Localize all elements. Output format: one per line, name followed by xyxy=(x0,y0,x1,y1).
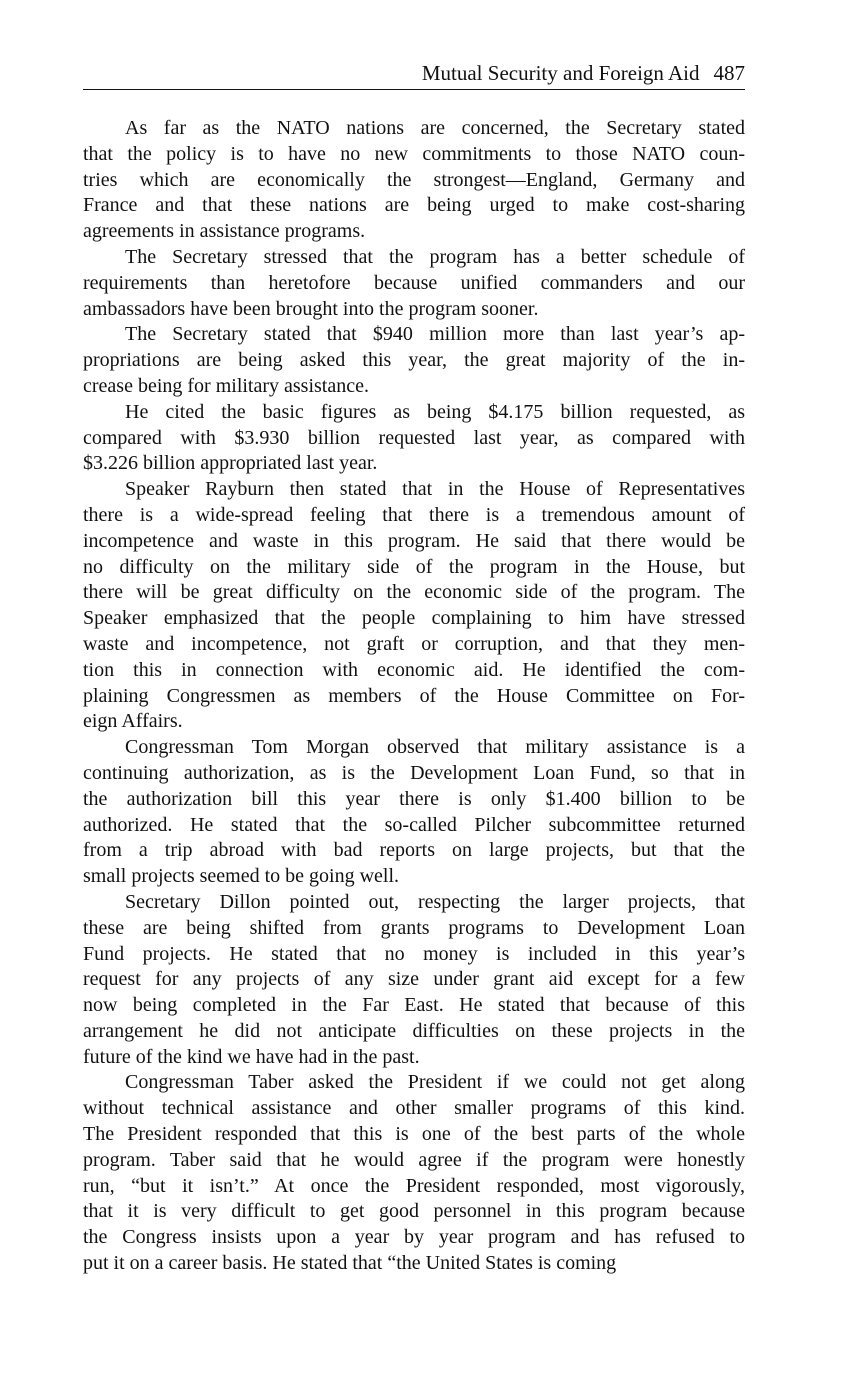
text-line: tion this in connection with economic aid. He identified the com- xyxy=(83,658,745,681)
text-line: that it is very difficult to get good personnel in this program because xyxy=(83,1200,745,1223)
text-line: run, “but it isn’t.” At once the President responded, most vigorously, xyxy=(83,1174,745,1197)
text-line: The Secretary stated that $940 million more than last year’s ap- xyxy=(125,323,745,346)
text-line: He cited the basic figures as being $4.175 billion requested, as xyxy=(125,400,745,423)
text-line: Speaker Rayburn then stated that in the House of Representatives xyxy=(125,478,745,501)
text-line: arrangement he did not anticipate difficulties on these projects in the xyxy=(83,1019,745,1042)
text-line: Congressman Taber asked the President if we could not get along xyxy=(125,1071,745,1094)
text-line: agreements in assistance programs. xyxy=(83,220,366,243)
text-line: without technical assistance and other smaller programs of this kind. xyxy=(83,1097,745,1120)
text-line: from a trip abroad with bad reports on large projects, but that the xyxy=(83,839,745,862)
body-text xyxy=(83,116,745,1277)
text-line: incompetence and waste in this program. He said that there would be xyxy=(83,529,745,552)
paragraph xyxy=(83,400,745,477)
paragraph xyxy=(83,1070,745,1276)
text-line: compared with $3.930 billion requested last year, as compared with xyxy=(83,426,745,449)
running-header xyxy=(83,60,745,90)
text-line: ambassadors have been brought into the program sooner. xyxy=(83,297,539,320)
text-line: crease being for military assistance. xyxy=(83,374,369,397)
running-title: Mutual Security and Foreign Aid xyxy=(421,61,700,85)
paragraph xyxy=(83,116,745,245)
text-line: future of the kind we have had in the past. xyxy=(83,1045,420,1068)
text-line: authorized. He stated that the so-called Pilcher subcommittee returned xyxy=(83,813,745,836)
text-line: continuing authorization, as is the Development Loan Fund, so that in xyxy=(83,761,745,784)
text-line: eign Affairs. xyxy=(83,710,183,733)
page-number: 487 xyxy=(713,61,745,85)
text-line: that the policy is to have no new commitments to those NATO coun- xyxy=(83,142,745,165)
text-line: tries which are economically the strongest—England, Germany and xyxy=(83,168,745,191)
text-line: $3.226 billion appropriated last year. xyxy=(83,452,378,475)
text-line: Speaker emphasized that the people complaining to him have stressed xyxy=(83,607,745,630)
paragraph xyxy=(83,322,745,399)
text-line: propriations are being asked this year, the great majority of the in- xyxy=(83,349,745,372)
text-line: now being completed in the Far East. He stated that because of this xyxy=(83,994,745,1017)
text-line: As far as the NATO nations are concerned, the Secretary stated xyxy=(125,117,745,139)
text-line: waste and incompetence, not graft or corruption, and that they men- xyxy=(83,632,745,655)
paragraph xyxy=(83,890,745,1071)
paragraph xyxy=(83,477,745,735)
text-line: The Secretary stressed that the program has a better schedule of xyxy=(125,245,745,268)
text-line: the Congress insists upon a year by year program and has refused to xyxy=(83,1226,745,1249)
text-line: request for any projects of any size under grant aid except for a few xyxy=(83,968,745,991)
paragraph xyxy=(83,735,745,890)
paragraph xyxy=(83,245,745,322)
text-line: put it on a career basis. He stated that “the United States is coming xyxy=(83,1252,617,1275)
text-line: these are being shifted from grants programs to Development Loan xyxy=(83,916,745,939)
text-line: the authorization bill this year there is only $1.400 billion to be xyxy=(83,787,745,810)
text-line: plaining Congressmen as members of the House Committee on For- xyxy=(83,684,745,707)
text-line: Secretary Dillon pointed out, respecting the larger projects, that xyxy=(125,890,745,913)
text-line: there will be great difficulty on the economic side of the program. The xyxy=(83,581,745,604)
text-line: no difficulty on the military side of the program in the House, but xyxy=(83,555,745,578)
text-line: requirements than heretofore because unified commanders and our xyxy=(83,271,745,294)
text-line: small projects seemed to be going well. xyxy=(83,865,400,888)
text-line: The President responded that this is one of the best parts of the whole xyxy=(83,1123,745,1146)
text-line: France and that these nations are being urged to make cost-sharing xyxy=(83,194,745,217)
text-line: Fund projects. He stated that no money is included in this year’s xyxy=(83,942,745,965)
text-line: there is a wide-spread feeling that there is a tremendous amount of xyxy=(83,503,745,526)
text-line: Congressman Tom Morgan observed that military assistance is a xyxy=(125,736,745,759)
text-line: program. Taber said that he would agree if the program were honestly xyxy=(83,1148,745,1171)
